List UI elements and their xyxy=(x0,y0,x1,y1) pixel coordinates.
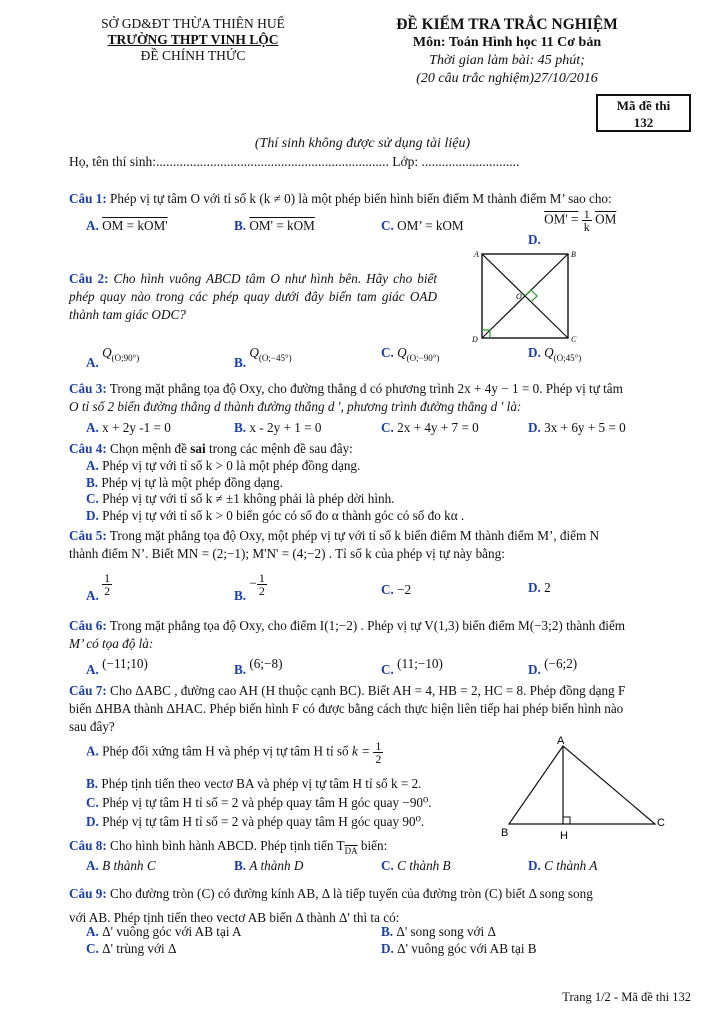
option-text-rhs: $\overline{OM}$ xyxy=(595,211,617,227)
question-number: Câu 4: xyxy=(69,441,107,456)
label-h: H xyxy=(560,830,568,842)
q1-option-c[interactable] xyxy=(381,218,464,234)
option-letter: B. xyxy=(234,218,247,233)
q8-option-d[interactable]: D. C thành A xyxy=(528,858,598,873)
square-figure xyxy=(464,246,590,346)
question-number: Câu 6: xyxy=(69,618,107,633)
option-text: OM' = kOM xyxy=(249,218,315,233)
label-c: C xyxy=(571,335,577,344)
right-angle-h xyxy=(563,817,570,824)
exam-count: (20 câu trắc nghiệm)27/10/2016 xyxy=(416,71,598,86)
question-9: Câu 9: Cho đường tròn (C) có đường kính AB, Δ là tiếp tuyến của đường tròn (C) biết Δ song song với AB. Phép tịnh tiến theo vectơ AB biến Δ thành Δ' thì ta có: xyxy=(69,886,593,925)
triangle-abc xyxy=(509,746,655,824)
option-letter: B. xyxy=(234,355,247,370)
q9-option-b[interactable]: B. Δ' song song với Δ xyxy=(381,924,496,939)
question-number: Câu 3: xyxy=(69,381,107,396)
q5-option-d[interactable]: D. 2 xyxy=(528,580,551,595)
option-letter: A. xyxy=(86,355,99,370)
q6-option-d[interactable]: D. (−6;2) xyxy=(528,656,578,677)
official-label: ĐỀ CHÍNH THỨC xyxy=(140,48,246,63)
school-name: TRƯỜNG THPT VINH LỘC xyxy=(107,32,279,47)
label-o: O xyxy=(516,292,522,301)
label-a: A xyxy=(557,735,565,747)
question-7: Câu 7: Cho ΔABC , đường cao AH (H thuộc cạnh BC). Biết AH = 4, HB = 2, HC = 8. Phép đồng dạng F biến ΔHBA thành ΔHAC. Phép biến hình F có được bằng cách thực hiện liên tiếp hai phép biến hình nào sau đây? xyxy=(69,683,626,734)
question-2 xyxy=(69,270,437,324)
student-info-line: Họ, tên thí sinh:..................................................................... Lớp: ............................. xyxy=(69,154,520,169)
label-b: B xyxy=(571,250,576,259)
triangle-figure xyxy=(495,734,675,844)
exam-note: (Thí sinh không được sử dụng tài liệu) xyxy=(254,136,471,151)
question-8: Câu 8: Cho hình bình hành ABCD. Phép tịnh tiến $T_{\overline{DA}}$ biến: xyxy=(69,838,388,856)
question-4: Câu 4: Chọn mệnh đề sai trong các mệnh đề sau đây: xyxy=(69,441,353,456)
q1-option-b[interactable] xyxy=(234,218,315,234)
q4-option-c[interactable]: C. Phép vị tự với tỉ số k ≠ ±1 không phải là phép dời hình. xyxy=(86,491,395,506)
question-number: Câu 8: xyxy=(69,838,107,853)
q9-option-a[interactable]: A. Δ' vuông góc với AB tại A xyxy=(86,924,242,939)
q3-option-b[interactable]: B. x - 2y + 1 = 0 xyxy=(234,420,322,435)
emphasis-word: sai xyxy=(190,441,206,456)
option-letter: A. xyxy=(86,218,99,233)
exam-code: 132 xyxy=(633,115,654,130)
option-letter: D. xyxy=(528,231,541,247)
option-letter: C. xyxy=(381,218,394,233)
label-a: A xyxy=(474,250,479,259)
question-number: Câu 2: xyxy=(69,271,109,286)
q7-option-c[interactable]: C. Phép vị tự tâm H tỉ số = 2 và phép quay tâm H góc quay −90⁰. xyxy=(86,795,432,810)
question-text: Phép vị tự tâm O với tỉ số k (k ≠ 0) là một phép biến hình biến điểm M thành điểm M’ sao cho: xyxy=(110,191,612,206)
question-5: Câu 5: Trong mặt phẳng tọa độ Oxy, một phép vị tự với tỉ số k biến điểm M thành điểm M’, điểm N thành điểm N’. Biết MN = (2;−1); M'N' = (4;−2) . Tỉ số k của phép vị tự này bằng: xyxy=(69,528,600,561)
q3-option-d[interactable]: D. 3x + 6y + 5 = 0 xyxy=(528,420,626,435)
right-angle-o xyxy=(525,290,537,302)
question-number: Câu 9: xyxy=(69,886,107,901)
q6-option-c[interactable]: C. (11;−10) xyxy=(381,656,443,677)
q2-option-d[interactable]: D. $Q_{(O;45^\circ)}$ xyxy=(528,345,582,363)
q7-option-d[interactable]: D. Phép vị tự tâm H tỉ số = 2 và phép quay tâm H góc quay 90⁰. xyxy=(86,814,425,829)
q1-option-d[interactable] xyxy=(528,207,617,247)
question-6: Câu 6: Trong mặt phẳng tọa độ Oxy, cho điểm I(1;−2) . Phép vị tự V(1,3) biến điểm M(−3;2) thành điểm M’ có tọa độ là: xyxy=(69,618,626,651)
q6-option-a[interactable]: A. (−11;10) xyxy=(86,656,148,677)
q8-option-c[interactable]: C. C thành B xyxy=(381,858,451,873)
q4-option-b[interactable]: B. Phép vị tự là một phép đồng dạng. xyxy=(86,475,283,490)
exam-title: ĐỀ KIỂM TRA TRẮC NGHIỆM xyxy=(396,16,618,33)
q5-option-b[interactable]: B. − $\frac{1}{2}$ xyxy=(234,571,265,603)
q5-option-c[interactable]: C. −2 xyxy=(381,582,412,597)
question-text: Cho hình vuông ABCD tâm O như hình bên. Hãy cho biết phép quay nào trong các phép quay dưới đây biến tam giác OAD thành tam giác ODC? xyxy=(69,271,438,322)
exam-subject: Môn: Toán Hình học 11 Cơ bản xyxy=(412,35,602,50)
exam-code-label: Mã đề thi xyxy=(616,98,671,113)
option-letter: D. xyxy=(528,345,541,360)
q1-option-a[interactable] xyxy=(86,218,168,234)
page-footer: Trang 1/2 - Mã đề thi 132 xyxy=(562,990,691,1004)
q7-option-a[interactable]: A. Phép đối xứng tâm H và phép vị tự tâm H tỉ số k = $\frac{1}{2}$ xyxy=(86,739,382,766)
question-3 xyxy=(69,380,691,416)
question-text-1: Trong mặt phẳng tọa độ Oxy, cho đường thẳng d có phương trình 2x + 4y − 1 = 0. Phép vị tự tâm xyxy=(109,381,623,396)
option-text: OM’ = kOM xyxy=(397,218,464,233)
option-text: OM = kOM' xyxy=(102,218,168,233)
option-letter: C. xyxy=(381,345,394,360)
q4-option-a[interactable]: A. Phép vị tự với tỉ số k > 0 là một phép đồng dạng. xyxy=(86,458,361,473)
label-c: C xyxy=(657,817,665,829)
q3-option-a[interactable]: A. x + 2y -1 = 0 xyxy=(86,420,171,435)
q2-option-a[interactable]: A. $Q_{(O;90^\circ)}$ xyxy=(86,345,140,370)
label-d: D xyxy=(472,335,478,344)
q9-option-d[interactable]: D. Δ' vuông góc với AB tại B xyxy=(381,941,537,956)
q6-option-b[interactable]: B. (6;−8) xyxy=(234,656,283,677)
q5-option-a[interactable]: A. $\frac{1}{2}$ xyxy=(86,571,111,603)
question-number: Câu 7: xyxy=(69,683,107,698)
q2-option-c[interactable]: C. $Q_{(O;-90^\circ)}$ xyxy=(381,345,440,363)
question-number: Câu 5: xyxy=(69,528,107,543)
option-text-lhs: OM' = xyxy=(544,211,579,227)
department-name: SỞ GD&ĐT THỪA THIÊN HUẾ xyxy=(101,16,285,31)
exam-code-box xyxy=(596,94,691,132)
option-fraction: $\frac{1}{k}$ xyxy=(583,207,590,234)
q2-option-b[interactable]: B. $Q_{(O;-45^\circ)}$ xyxy=(234,345,292,370)
header-left xyxy=(58,16,328,64)
q8-option-a[interactable]: A. B thành C xyxy=(86,858,156,873)
question-text-2: O tỉ số 2 biến đường thẳng d thành đường thẳng d ', phương trình đường thẳng d ' là: xyxy=(69,399,522,414)
label-b: B xyxy=(501,827,509,839)
question-number: Câu 1: xyxy=(69,191,107,206)
header-right xyxy=(368,16,646,88)
q4-option-d[interactable]: D. Phép vị tự với tỉ số k > 0 biến góc có số đo α thành góc có số đo kα . xyxy=(86,508,465,523)
q7-option-b[interactable]: B. Phép tịnh tiến theo vectơ BA và phép vị tự tâm H tỉ số k = 2. xyxy=(86,776,422,791)
exam-time: Thời gian làm bài: 45 phút; xyxy=(429,53,585,68)
q8-option-b[interactable]: B. A thành D xyxy=(234,858,304,873)
q9-option-c[interactable]: C. Δ' trùng với Δ xyxy=(86,941,177,956)
q3-option-c[interactable]: C. 2x + 4y + 7 = 0 xyxy=(381,420,479,435)
question-1 xyxy=(69,190,691,208)
